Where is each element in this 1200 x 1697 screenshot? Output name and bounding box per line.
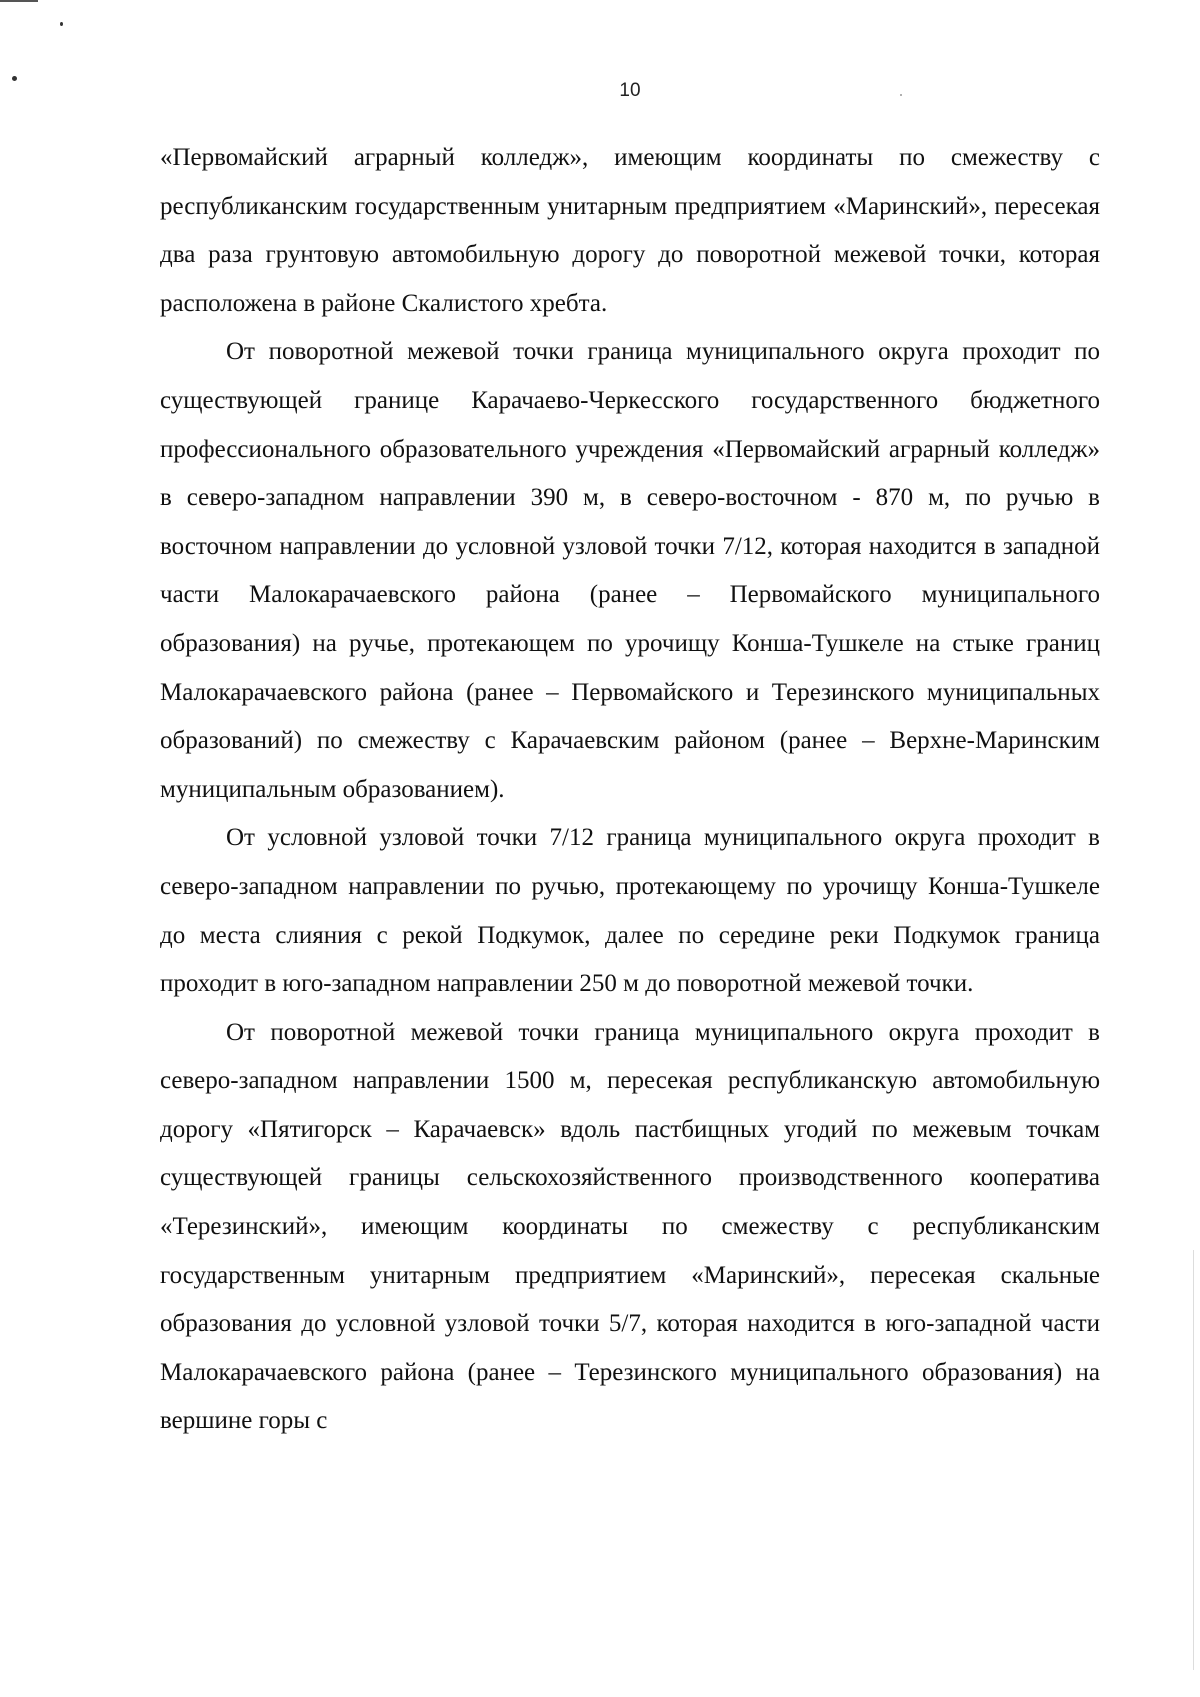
paragraph: «Первомайский аграрный колледж», имеющим координаты по смежеству с республиканским государственным унитарным предприятием «Маринский», пересекая два раза грунтовую автомобильную дорогу до поворотной межевой точки, которая расположена в районе Скалистого хребта. xyxy=(160,144,1100,317)
document-body xyxy=(160,134,1100,1446)
paragraph: От условной узловой точки 7/12 граница муниципального округа проходит в северо-западном направлении по ручью, протекающему по урочищу Конша-Тушкеле до места слияния с рекой Подкумок, далее по середине реки Подкумок граница проходит в юго-западном направлении 250 м до поворотной межевой точки. xyxy=(160,824,1100,998)
page-number: 10 xyxy=(619,80,641,101)
paragraph: От поворотной межевой точки граница муниципального округа проходит в северо-западном направлении 1500 м, пересекая республиканскую автомобильную дорогу «Пятигорск – Карачаевск» вдоль пастбищных угодий по межевым точкам существующей границы сельскохозяйственного производственного кооператива «Терезинский», имеющим координаты по смежеству с республиканским государственным унитарным предприятием «Маринский», пересекая скальные образования до условной узловой точки 5/7, которая находится в юго-западной части Малокарачаевского района (ранее – Терезинского муниципального образования) на вершине горы с xyxy=(160,1018,1100,1435)
scan-edge-line xyxy=(1193,1250,1194,1670)
scan-speck xyxy=(60,22,63,26)
scan-corner-mark xyxy=(0,0,38,2)
paragraph: От поворотной межевой точки граница муниципального округа проходит по существующей границе Карачаево-Черкесского государственного бюджетного профессионального образовательного учреждения «Первомайский аграрный колледж» в северо-западном направлении 390 м, в северо-восточном - 870 м, по ручью в восточном направлении до условной узловой точки 7/12, которая находится в западной части Малокарачаевского района (ранее – Первомайского муниципального образования) на ручье, протекающем по урочищу Конша-Тушкеле на стыке границ Малокарачаевского района (ранее – Первомайского и Терезинского муниципальных образований) по смежеству с Карачаевским районом (ранее – Верхне-Маринским муниципальным образованием). xyxy=(160,338,1100,803)
